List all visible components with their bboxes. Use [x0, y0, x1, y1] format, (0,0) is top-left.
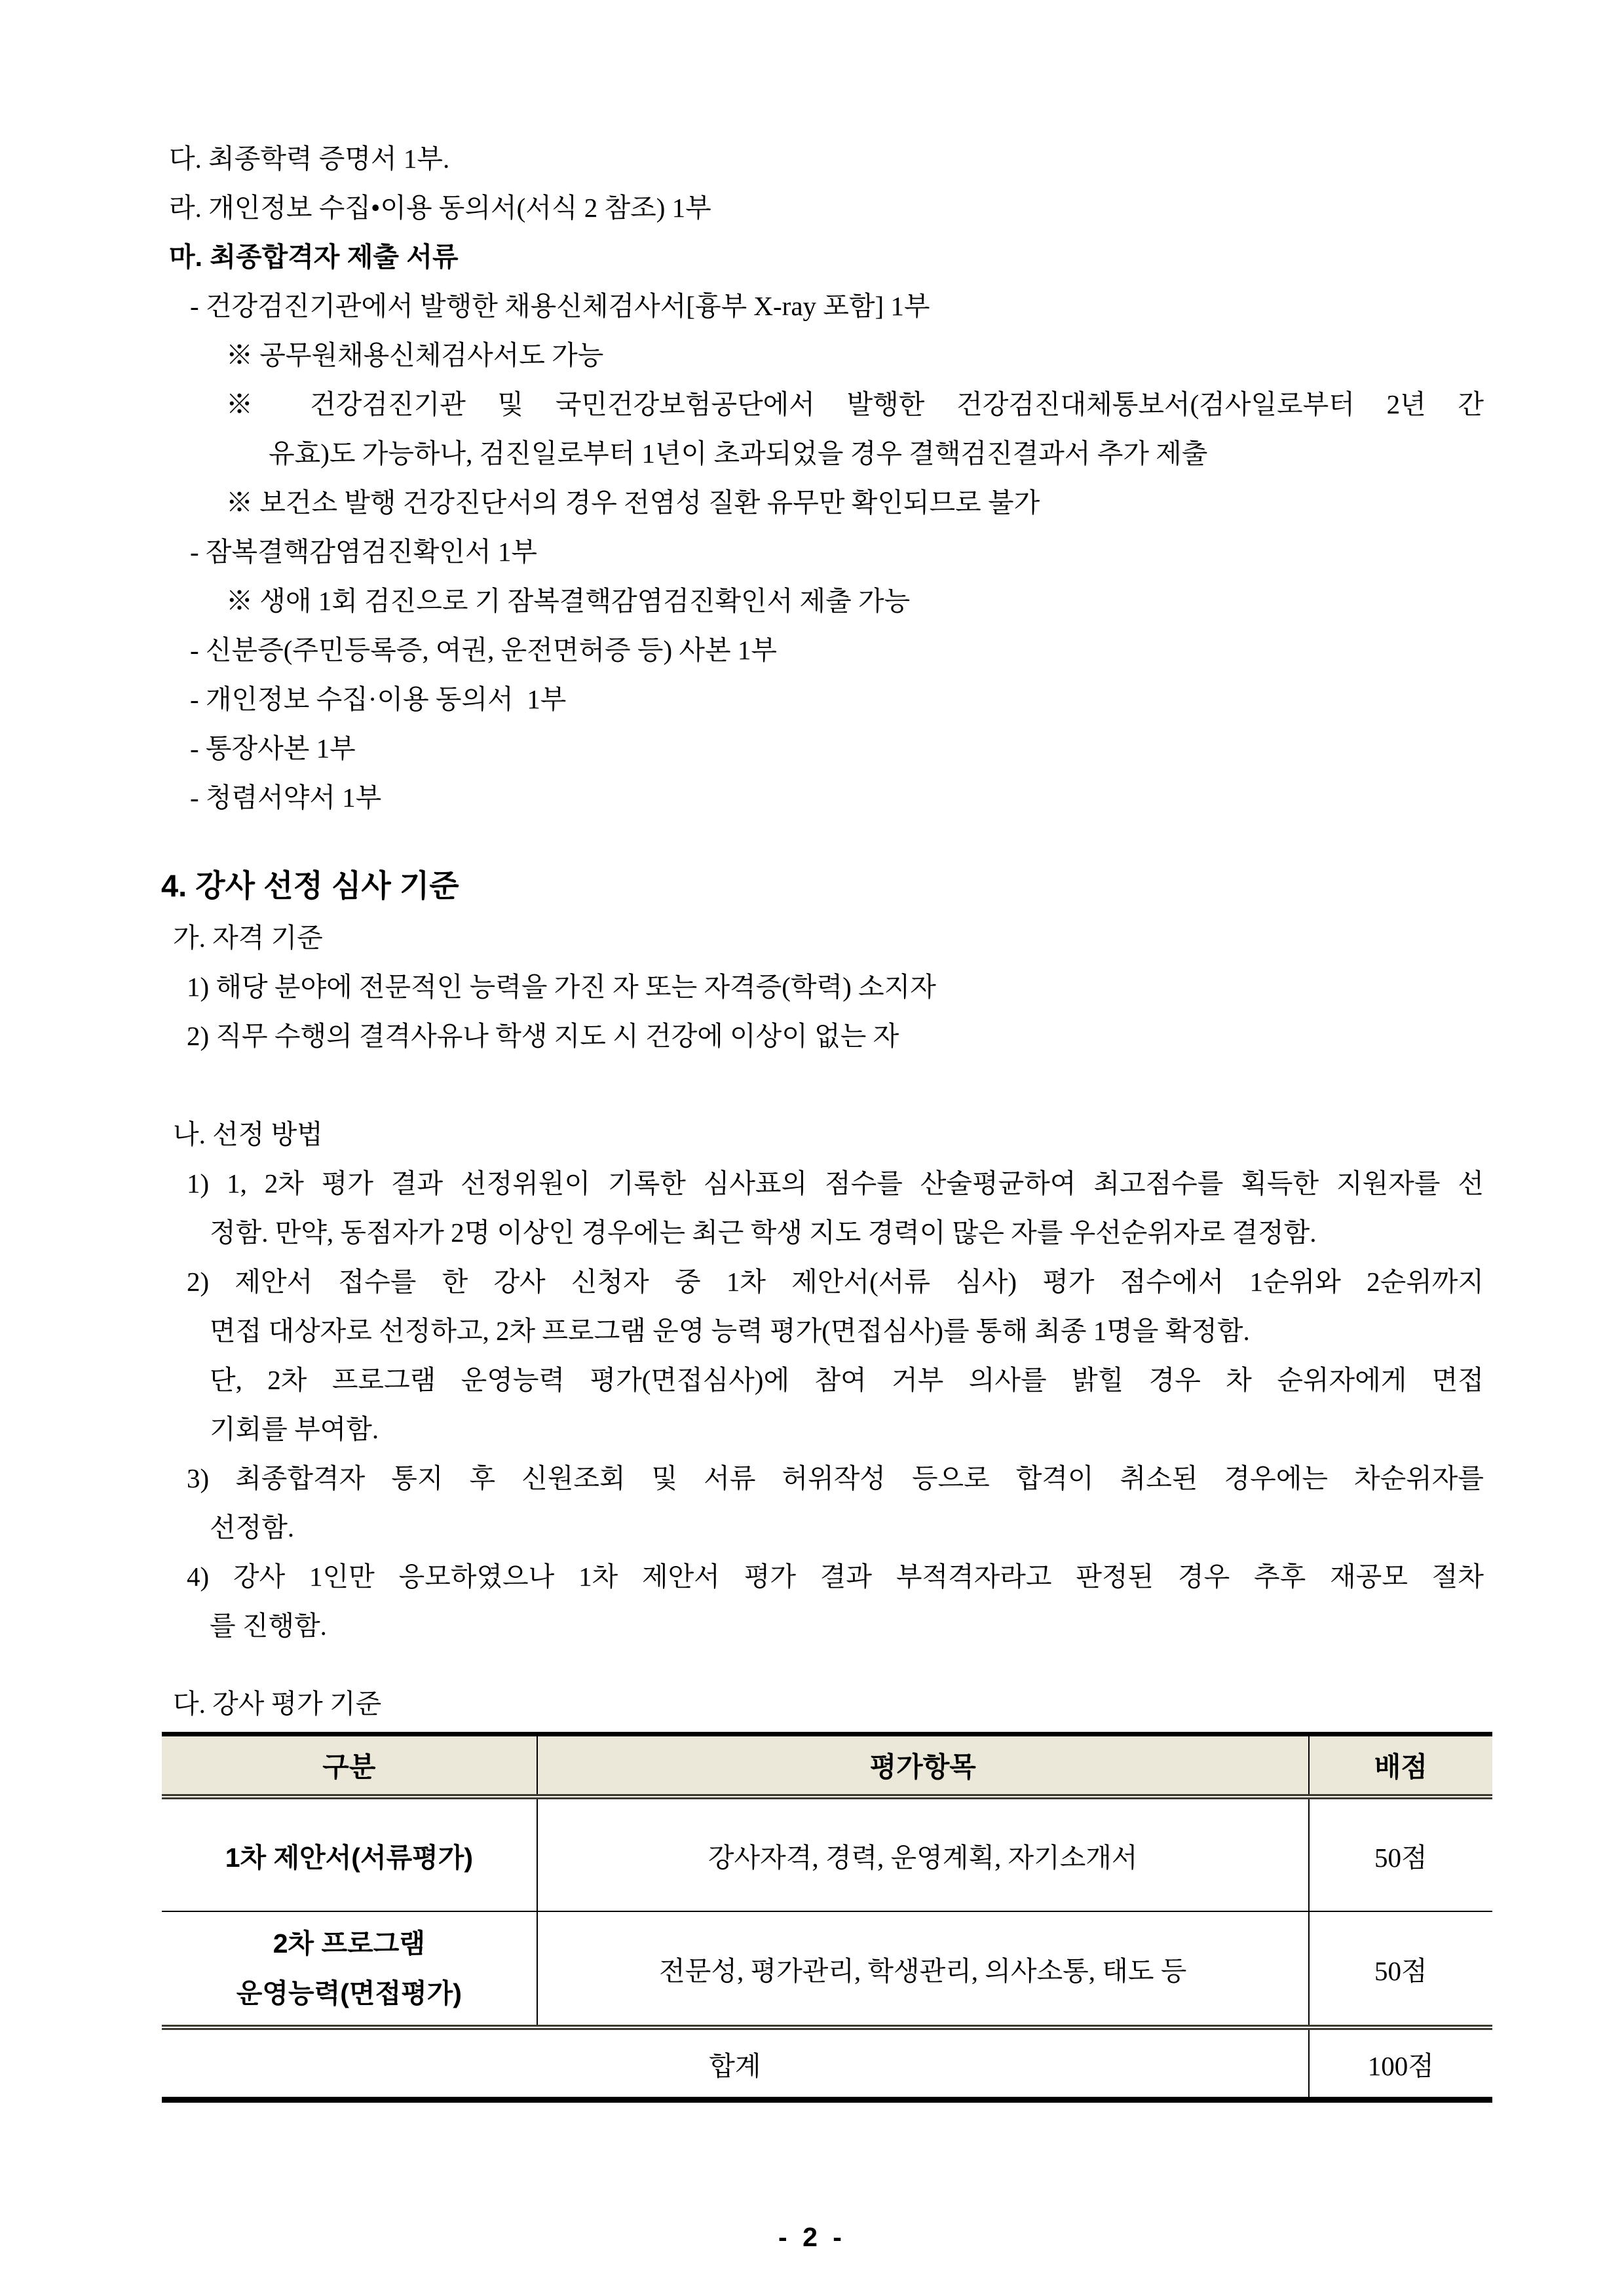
selection-method-line: 단, 2차 프로그램 운영능력 평가(면접심사)에 참여 거부 의사를 밝힐 경우 차 순위자에게 면접 — [210, 1365, 1484, 1395]
qualification-item: 2) 직무 수행의 결격사유나 학생 지도 시 건강에 이상이 없는 자 — [187, 1021, 899, 1051]
section-4 — [0, 858, 1624, 1724]
row-points: 50점 — [1309, 1911, 1492, 2027]
page-number: - 2 - — [778, 2222, 846, 2252]
selection-method-line: 1) 1, 2차 평가 결과 선정위원이 기록한 심사표의 점수를 산술평균하여 최고점수를 획득한 지원자를 선 — [187, 1168, 1484, 1198]
table-row — [162, 1797, 1492, 1911]
evaluation-table-wrap — [162, 1732, 1492, 2103]
section-4-heading: 4. 강사 선정 심사 기준 — [161, 868, 459, 903]
subsection-b-heading: 나. 선정 방법 — [173, 1119, 323, 1149]
row-points: 50점 — [1309, 1797, 1492, 1911]
doc-line-dash: - 통장사본 1부 — [190, 733, 356, 763]
row-criteria: 전문성, 평가관리, 학생관리, 의사소통, 태도 등 — [537, 1911, 1309, 2027]
qualification-item: 1) 해당 분야에 전문적인 능력을 가진 자 또는 자격증(학력) 소지자 — [187, 972, 936, 1002]
doc-line-dash: - 건강검진기관에서 발행한 채용신체검사서[흉부 X-ray 포함] 1부 — [190, 291, 930, 321]
subsection-c-heading: 다. 강사 평가 기준 — [173, 1689, 382, 1719]
header-category: 구분 — [162, 1734, 537, 1797]
doc-line-dash: - 신분증(주민등록증, 여권, 운전면허증 등) 사본 1부 — [190, 635, 777, 665]
selection-method-line: 4) 강사 1인만 응모하였으나 1차 제안서 평가 결과 부적격자라고 판정된 경우 추후 재공모 절차 — [187, 1561, 1484, 1592]
total-label: 합계 — [709, 2050, 761, 2081]
row-criteria: 강사자격, 경력, 운영계획, 자기소개서 — [537, 1797, 1309, 1911]
doc-line-ma-heading: 마. 최종합격자 제출 서류 — [169, 242, 459, 272]
table-row — [162, 1911, 1492, 2027]
header-criteria: 평가항목 — [537, 1734, 1309, 1797]
selection-method-line: 2) 제안서 접수를 한 강사 신청자 중 1차 제안서(서류 심사) 평가 점수에서 1순위와 2순위까지 — [187, 1267, 1484, 1297]
doc-line-ra: 라. 개인정보 수집•이용 동의서(서식 2 참조) 1부 — [169, 193, 711, 223]
row-category: 1차 제안서(서류평가) — [162, 1797, 537, 1911]
doc-line-dash: - 개인정보 수집·이용 동의서 1부 — [190, 684, 567, 714]
doc-line-note-cont: 유효)도 가능하나, 검진일로부터 1년이 초과되었을 경우 결핵검진결과서 추가 제출 — [269, 438, 1208, 469]
doc-line-note: ※ 건강검진기관 및 국민건강보험공단에서 발행한 건강검진대체통보서(검사일로부터 2년 간 — [226, 389, 1484, 419]
evaluation-table — [162, 1732, 1492, 2103]
total-points: 100점 — [1309, 2027, 1492, 2100]
spacer — [0, 1061, 1624, 1110]
table-header-row — [162, 1734, 1492, 1797]
row-category-line: 운영능력(면접평가) — [236, 1978, 462, 2008]
selection-method-line: 3) 최종합격자 통지 후 신원조회 및 서류 허위작성 등으로 합격이 취소된 경우에는 차순위자를 — [187, 1463, 1484, 1493]
header-points: 배점 — [1309, 1734, 1492, 1797]
row-category — [162, 1911, 537, 2027]
table-total-row — [162, 2027, 1492, 2100]
subsection-a-heading: 가. 자격 기준 — [173, 923, 323, 953]
selection-method-line: 를 진행함. — [210, 1611, 327, 1641]
selection-method-line: 선정함. — [210, 1512, 295, 1542]
row-category-line: 2차 프로그램 — [273, 1928, 425, 1959]
submission-documents-list — [0, 0, 1624, 822]
doc-line-da: 다. 최종학력 증명서 1부. — [169, 144, 450, 174]
doc-line-note: ※ 공무원채용신체검사서도 가능 — [226, 340, 604, 370]
doc-line-note: ※ 생애 1회 검진으로 기 잠복결핵감염검진확인서 제출 가능 — [226, 586, 911, 616]
selection-method-line: 기회를 부여함. — [210, 1414, 379, 1444]
selection-method-line: 정함. 만약, 동점자가 2명 이상인 경우에는 최근 학생 지도 경력이 많은 자를 우선순위자로 결정함. — [210, 1217, 1317, 1248]
doc-line-dash: - 청렴서약서 1부 — [190, 782, 382, 813]
doc-line-note: ※ 보건소 발행 건강진단서의 경우 전염성 질환 유무만 확인되므로 불가 — [226, 488, 1040, 518]
selection-method-line: 면접 대상자로 선정하고, 2차 프로그램 운영 능력 평가(면접심사)를 통해 최종 1명을 확정함. — [210, 1316, 1250, 1346]
doc-line-dash: - 잠복결핵감염검진확인서 1부 — [190, 537, 537, 567]
